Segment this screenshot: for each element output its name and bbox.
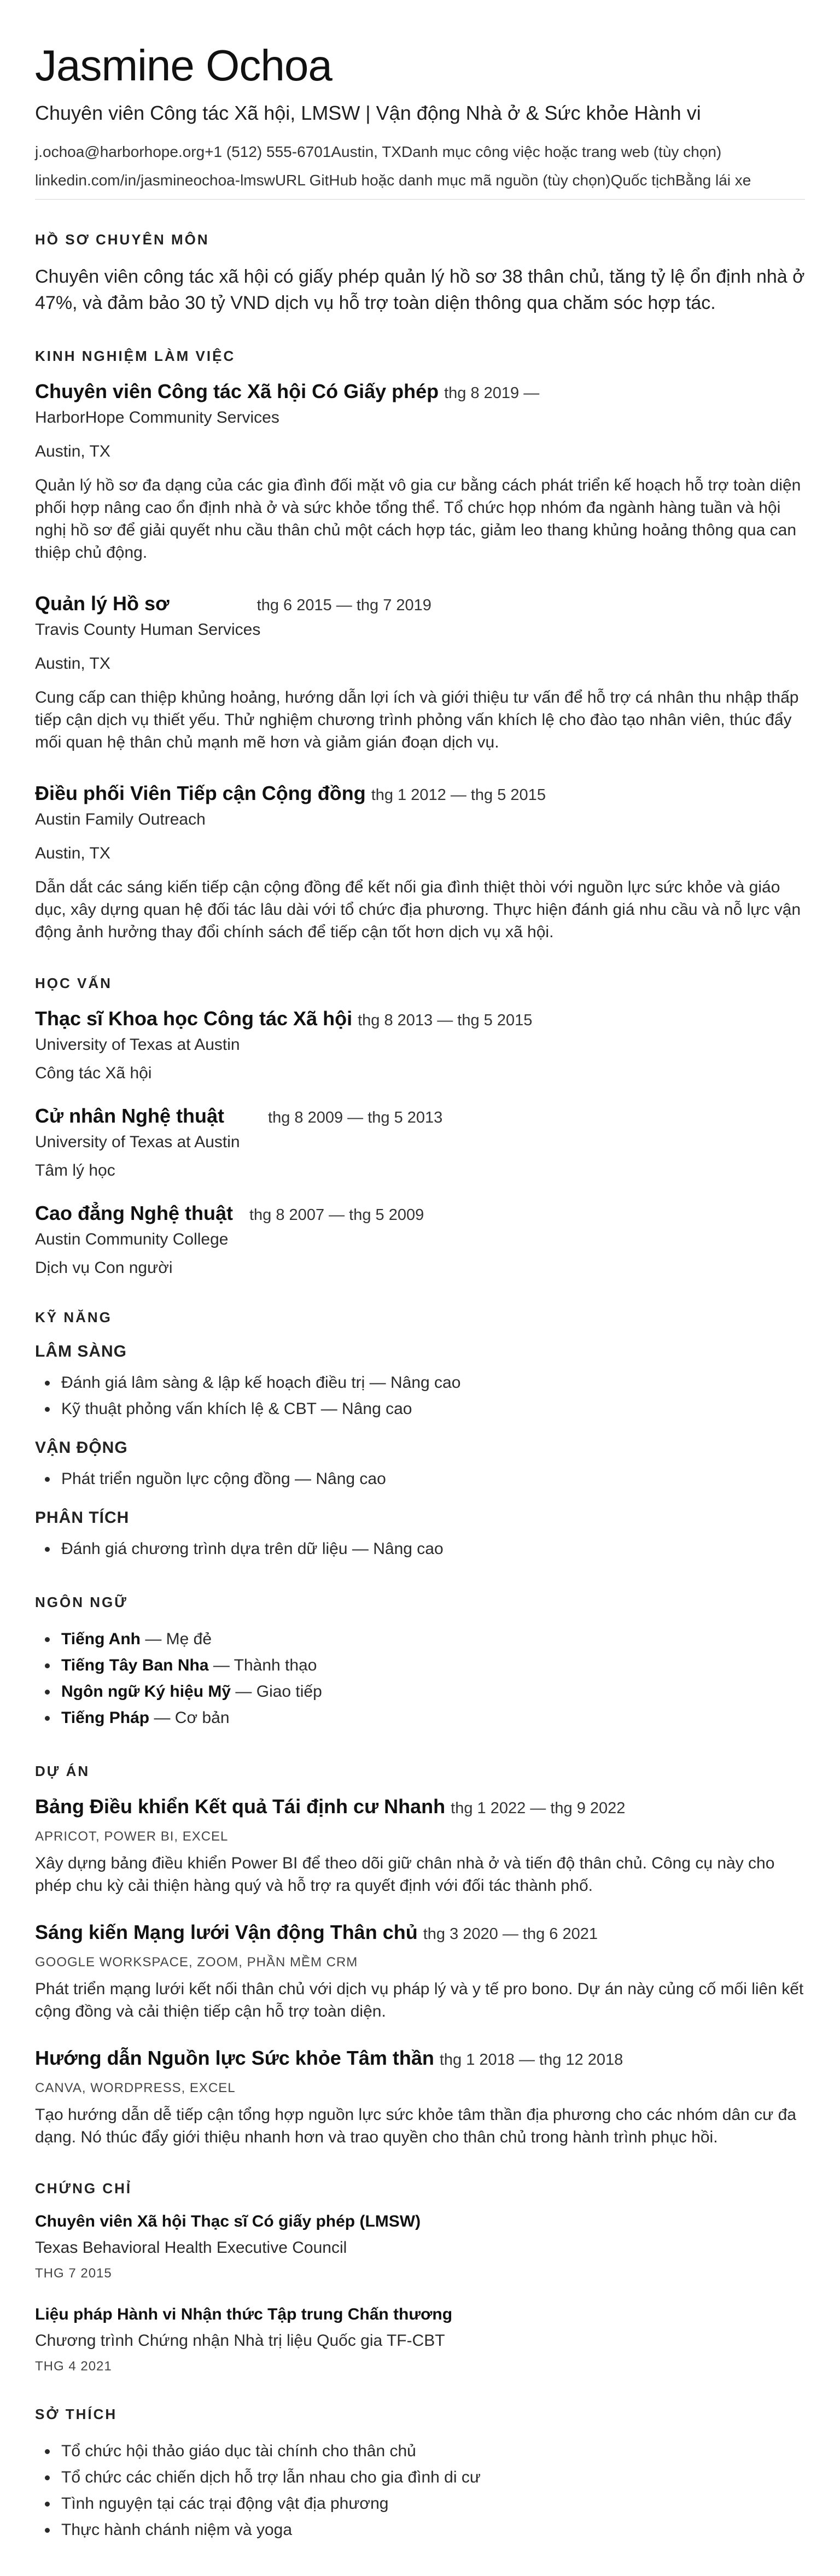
resume-header <box>35 43 805 200</box>
language-name: Tiếng Tây Ban Nha <box>61 1656 209 1674</box>
certifications-heading: CHỨNG CHỈ <box>35 2180 132 2197</box>
interests-section <box>35 2406 805 2543</box>
project-title: Bảng Điều khiển Kết quả Tái định cư Nhanh <box>35 1795 446 1818</box>
languages-section <box>35 1594 805 1731</box>
job-title: Quản lý Hồ sơ <box>35 592 170 615</box>
interest-item: • Thực hành chánh niệm và yoga <box>58 2517 805 2543</box>
employer-name: Austin Family Outreach <box>35 810 206 828</box>
job-dates: thg 1 2012 — thg 5 2015 <box>371 786 546 804</box>
certification-date: THG 4 2021 <box>35 2359 112 2374</box>
contact-line-primary: j.ochoa@harborhope.org+1 (512) 555-6701Austin, TXDanh mục công việc hoặc trang web (tùy chọn) <box>35 143 722 160</box>
school-name: Austin Community College <box>35 1230 229 1248</box>
job-location: Austin, TX <box>35 844 110 862</box>
school-name: University of Texas at Austin <box>35 1036 240 1054</box>
project-tech: APRICOT, POWER BI, EXCEL <box>35 1829 229 1844</box>
certification-issuer: Texas Behavioral Health Executive Council <box>35 2239 347 2257</box>
school-name: University of Texas at Austin <box>35 1133 240 1151</box>
candidate-name: Jasmine Ochoa <box>35 41 332 90</box>
education-section <box>35 975 805 1277</box>
experience-entry <box>35 782 805 943</box>
field-of-study: Tâm lý học <box>35 1161 115 1179</box>
education-heading: HỌC VẤN <box>35 975 112 991</box>
job-description: Quản lý hồ sơ đa dạng của các gia đình đối mặt vô gia cư bằng cách phát triển kế hoạch hỗ trợ toàn diện phối hợp nâng cao ổn định nhà ở và sức khỏe tổng thể. Tổ chức họp nhóm đa ngành hàng tuần và hội nghị hồ sơ để giải quyết nhu cầu thân chủ một cách hợp tác, giảm leo thang khủng hoảng thông qua can thiệp chủ động. <box>35 476 801 562</box>
language-item <box>58 1652 805 1679</box>
job-location: Austin, TX <box>35 442 110 460</box>
experience-entry <box>35 380 805 564</box>
skill-item: • Đánh giá chương trình dựa trên dữ liệu — Nâng cao <box>58 1536 805 1562</box>
project-dates: thg 1 2018 — thg 12 2018 <box>439 2051 623 2069</box>
skill-category-analytics: PHÂN TÍCH <box>35 1509 130 1527</box>
education-entry <box>35 1105 805 1180</box>
education-entry <box>35 1007 805 1083</box>
interests-heading: SỞ THÍCH <box>35 2406 118 2422</box>
skill-list-advocacy <box>35 1466 805 1492</box>
job-title: Điều phối Viên Tiếp cận Cộng đồng <box>35 782 366 804</box>
skill-list-clinical <box>35 1370 805 1422</box>
summary-heading: HỒ SƠ CHUYÊN MÔN <box>35 231 209 248</box>
projects-section <box>35 1763 805 2148</box>
experience-heading: KINH NGHIỆM LÀM VIỆC <box>35 348 236 364</box>
experience-entry <box>35 592 805 753</box>
degree-title: Cao đẳng Nghệ thuật <box>35 1202 233 1224</box>
project-title: Hướng dẫn Nguồn lực Sức khỏe Tâm thần <box>35 2047 434 2069</box>
job-description: Cung cấp can thiệp khủng hoảng, hướng dẫn lợi ích và giới thiệu tư vấn để hỗ trợ cá nhân thu nhập thấp tiếp cận dịch vụ thiết yếu. Thử nghiệm chương trình phỏng vấn khích lệ cho đào tạo nhân viên, thúc đẩy mối quan hệ thân chủ mạnh mẽ hơn và giảm gián đoạn dịch vụ. <box>35 688 799 751</box>
project-entry <box>35 2047 805 2148</box>
language-name: Ngôn ngữ Ký hiệu Mỹ <box>61 1683 231 1701</box>
project-description: Phát triển mạng lưới kết nối thân chủ với dịch vụ pháp lý và y tế pro bono. Dự án này củng cố mối liên kết cộng đồng và cải thiện tiếp cận hỗ trợ toàn diện. <box>35 1980 804 2020</box>
project-tech: CANVA, WORDPRESS, EXCEL <box>35 2081 236 2095</box>
certification-date: THG 7 2015 <box>35 2266 112 2281</box>
job-dates: thg 6 2015 — thg 7 2019 <box>256 597 431 614</box>
language-item <box>58 1679 805 1705</box>
field-of-study: Dịch vụ Con người <box>35 1259 173 1277</box>
employer-name: HarborHope Community Services <box>35 408 279 427</box>
project-entry <box>35 1795 805 1897</box>
language-item <box>58 1626 805 1652</box>
contact-line-secondary: linkedin.com/in/jasmineochoa-lmswURL GitHub hoặc danh mục mã nguồn (tùy chọn)Quốc tịchBằng lái xe <box>35 172 805 200</box>
skills-heading: KỸ NĂNG <box>35 1309 112 1325</box>
skill-category-advocacy: VẬN ĐỘNG <box>35 1439 128 1457</box>
project-tech: GOOGLE WORKSPACE, ZOOM, PHẦN MỀM CRM <box>35 1955 358 1970</box>
language-list <box>35 1626 805 1731</box>
degree-title: Thạc sĩ Khoa học Công tác Xã hội <box>35 1007 353 1030</box>
job-title: Chuyên viên Công tác Xã hội Có Giấy phép <box>35 380 439 402</box>
field-of-study: Công tác Xã hội <box>35 1064 152 1082</box>
language-item <box>58 1705 805 1731</box>
degree-dates: thg 8 2013 — thg 5 2015 <box>358 1012 533 1029</box>
certifications-section <box>35 2180 805 2374</box>
summary-text: Chuyên viên công tác xã hội có giấy phép quản lý hồ sơ 38 thân chủ, tăng tỷ lệ ổn định nhà ở 47%, và đảm bảo 30 tỷ VND dịch vụ hỗ trợ toàn diện thông qua chăm sóc hợp tác. <box>35 266 805 313</box>
certification-entry <box>35 2305 805 2374</box>
language-level: — Mẹ đẻ <box>141 1630 212 1648</box>
skill-list-analytics <box>35 1536 805 1562</box>
language-name: Tiếng Anh <box>61 1630 141 1648</box>
skill-category-clinical: LÂM SÀNG <box>35 1342 127 1360</box>
interest-list <box>35 2438 805 2543</box>
project-description: Xây dựng bảng điều khiển Power BI để theo dõi giữ chân nhà ở và tiến độ thân chủ. Công cụ này cho phép chu kỳ cải thiện hàng quý và hỗ trợ ra quyết định với đối tác thành phố. <box>35 1854 775 1895</box>
certification-title: Chuyên viên Xã hội Thạc sĩ Có giấy phép (LMSW) <box>35 2212 421 2230</box>
skill-item: • Kỹ thuật phỏng vấn khích lệ & CBT — Nâng cao <box>58 1396 805 1422</box>
experience-section <box>35 348 805 943</box>
employer-name: Travis County Human Services <box>35 621 261 639</box>
skill-item: • Phát triển nguồn lực cộng đồng — Nâng cao <box>58 1466 805 1492</box>
skill-item: • Đánh giá lâm sàng & lập kế hoạch điều trị — Nâng cao <box>58 1370 805 1396</box>
language-level: — Thành thạo <box>208 1656 317 1674</box>
project-entry <box>35 1921 805 2023</box>
languages-heading: NGÔN NGỮ <box>35 1594 128 1610</box>
interest-item: • Tổ chức hội thảo giáo dục tài chính cho thân chủ <box>58 2438 805 2464</box>
language-level: — Giao tiếp <box>231 1683 322 1701</box>
language-level: — Cơ bản <box>149 1709 230 1727</box>
interest-item: • Tình nguyện tại các trại động vật địa phương <box>58 2491 805 2517</box>
degree-title: Cử nhân Nghệ thuật <box>35 1105 225 1127</box>
job-dates: thg 8 2019 — <box>444 384 540 402</box>
certification-entry <box>35 2212 805 2281</box>
education-entry <box>35 1202 805 1277</box>
job-location: Austin, TX <box>35 655 110 673</box>
project-dates: thg 3 2020 — thg 6 2021 <box>423 1925 598 1943</box>
job-description: Dẫn dắt các sáng kiến tiếp cận cộng đồng để kết nối gia đình thiệt thòi với nguồn lực sức khỏe và giáo dục, xây dựng quan hệ đối tác lâu dài với tổ chức địa phương. Thực hiện đánh giá nhu cầu và nỗ lực vận động ảnh hưởng thay đổi chính sách để tiếp cận tốt hơn dịch vụ xã hội. <box>35 878 801 941</box>
project-title: Sáng kiến Mạng lưới Vận động Thân chủ <box>35 1921 418 1943</box>
certification-title: Liệu pháp Hành vi Nhận thức Tập trung Chấn thương <box>35 2305 453 2323</box>
certification-issuer: Chương trình Chứng nhận Nhà trị liệu Quốc gia TF-CBT <box>35 2332 445 2350</box>
degree-dates: thg 8 2007 — thg 5 2009 <box>249 1206 424 1224</box>
candidate-headline: Chuyên viên Công tác Xã hội, LMSW | Vận động Nhà ở & Sức khỏe Hành vi <box>35 102 701 124</box>
degree-dates: thg 8 2009 — thg 5 2013 <box>268 1109 443 1126</box>
interest-item: • Tổ chức các chiến dịch hỗ trợ lẫn nhau cho gia đình di cư <box>58 2464 805 2491</box>
project-dates: thg 1 2022 — thg 9 2022 <box>451 1800 626 1817</box>
language-name: Tiếng Pháp <box>61 1709 150 1727</box>
summary-section <box>35 231 805 316</box>
project-description: Tạo hướng dẫn dễ tiếp cận tổng hợp nguồn lực sức khỏe tâm thần địa phương cho các nhóm dân cư đa dạng. Nó thúc đẩy giới thiệu nhanh hơn và trao quyền cho thân chủ trong hành trình phục hồi. <box>35 2106 796 2146</box>
projects-heading: DỰ ÁN <box>35 1763 90 1779</box>
skills-section <box>35 1309 805 1562</box>
